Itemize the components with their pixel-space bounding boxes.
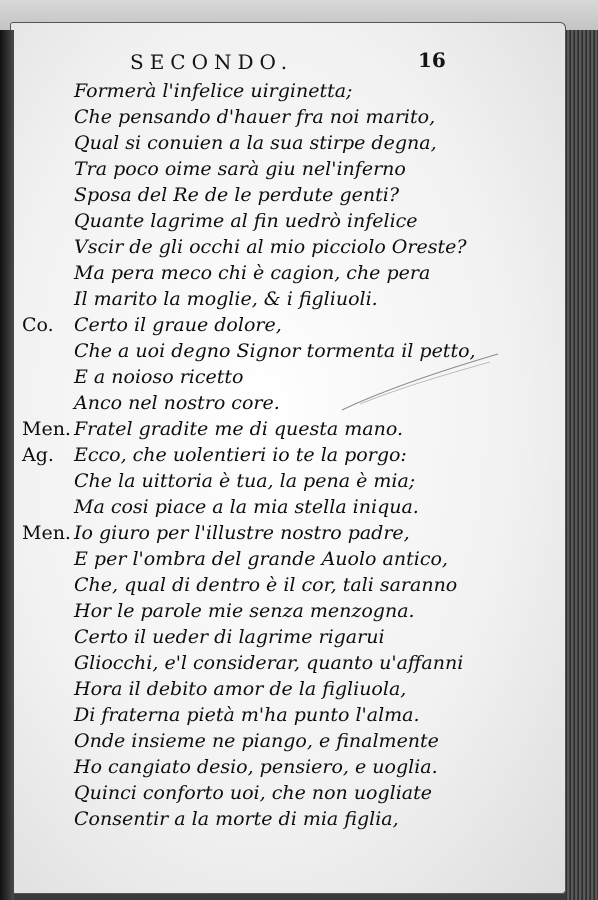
verse-line [0, 210, 560, 236]
verse-text: Fratel gradite me di questa mano. [74, 418, 404, 440]
verse-line [0, 236, 560, 262]
verse-text: Ma cosi piace a la mia stella iniqua. [74, 496, 419, 518]
verse-line [0, 314, 560, 340]
page-header [130, 48, 460, 78]
verse-line [0, 184, 560, 210]
verse-text: Che pensando d'hauer fra noi marito, [74, 106, 436, 128]
verse-text: Che la uittoria è tua, la pena è mia; [74, 470, 416, 492]
verse-line [0, 106, 560, 132]
verse-line [0, 782, 560, 808]
page-number: 16 [418, 48, 446, 72]
verse-block [0, 80, 560, 834]
verse-line [0, 730, 560, 756]
running-title: SECONDO. [130, 50, 294, 74]
verse-text: Che a uoi degno Signor tormenta il petto, [74, 340, 476, 362]
verse-line [0, 678, 560, 704]
verse-text: Formerà l'infelice uirginetta; [74, 80, 353, 102]
verse-text: Anco nel nostro core. [74, 392, 280, 414]
verse-line [0, 158, 560, 184]
verse-line [0, 392, 560, 418]
verse-line [0, 756, 560, 782]
verse-text: E per l'ombra del grande Auolo antico, [74, 548, 448, 570]
verse-text: E a noioso ricetto [74, 366, 244, 388]
verse-text: Certo il graue dolore, [74, 314, 282, 336]
verse-text: Consentir a la morte di mia figlia, [74, 808, 399, 830]
verse-line [0, 652, 560, 678]
speaker-label: Ag. [22, 444, 54, 466]
verse-line [0, 808, 560, 834]
verse-line [0, 574, 560, 600]
verse-line [0, 132, 560, 158]
speaker-label: Men. [22, 418, 71, 440]
verse-text: Tra poco oime sarà giu nel'inferno [74, 158, 406, 180]
verse-text: Sposa del Re de le perdute genti? [74, 184, 400, 206]
verse-line [0, 522, 560, 548]
verse-line [0, 444, 560, 470]
verse-text: Il marito la moglie, & i figliuoli. [74, 288, 378, 310]
speaker-label: Co. [22, 314, 54, 336]
verse-text: Vscir de gli occhi al mio picciolo Oreste? [74, 236, 467, 258]
verse-text: Di fraterna pietà m'ha punto l'alma. [74, 704, 420, 726]
verse-line [0, 600, 560, 626]
verse-text: Ma pera meco chi è cagion, che pera [74, 262, 431, 284]
verse-text: Hor le parole mie senza menzogna. [74, 600, 415, 622]
verse-text: Hora il debito amor de la figliuola, [74, 678, 407, 700]
verse-text: Io giuro per l'illustre nostro padre, [74, 522, 410, 544]
verse-text: Qual si conuien a la sua stirpe degna, [74, 132, 437, 154]
verse-text: Che, qual di dentro è il cor, tali saranno [74, 574, 458, 596]
verse-line [0, 496, 560, 522]
verse-text: Onde insieme ne piango, e finalmente [74, 730, 439, 752]
verse-text: Gliocchi, e'l considerar, quanto u'affanni [74, 652, 464, 674]
page-edges [566, 30, 598, 900]
verse-text: Quante lagrime al fin uedrò infelice [74, 210, 418, 232]
verse-line [0, 366, 560, 392]
verse-line [0, 340, 560, 366]
verse-line [0, 80, 560, 106]
verse-line [0, 704, 560, 730]
verse-line [0, 626, 560, 652]
verse-line [0, 262, 560, 288]
verse-line [0, 418, 560, 444]
verse-line [0, 548, 560, 574]
verse-line [0, 470, 560, 496]
speaker-label: Men. [22, 522, 71, 544]
verse-text: Ho cangiato desio, pensiero, e uoglia. [74, 756, 438, 778]
verse-text: Quinci conforto uoi, che non uogliate [74, 782, 433, 804]
verse-line [0, 288, 560, 314]
verse-text: Certo il ueder di lagrime rigarui [74, 626, 385, 648]
verse-text: Ecco, che uolentieri io te la porgo: [74, 444, 407, 466]
